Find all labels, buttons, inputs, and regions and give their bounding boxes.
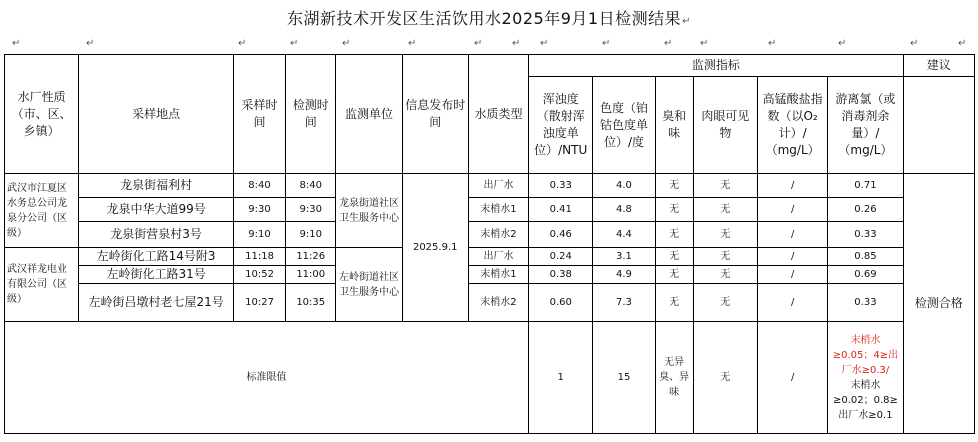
header-publish-time: 信息发布时间 (402, 55, 468, 174)
odor-cell: 无 (655, 266, 693, 284)
header-water-type: 水质类型 (468, 55, 528, 174)
paragraph-mark: ↵ (408, 38, 417, 49)
header-permanganate: 高锰酸盐指数（以O₂计）/（mg/L） (757, 77, 827, 174)
header-visible: 肉眼可见物 (693, 77, 757, 174)
color-cell: 3.1 (593, 248, 655, 266)
sample-time-cell: 11:18 (233, 248, 285, 266)
paragraph-mark: ↵ (512, 38, 521, 49)
chlorine-cell: 0.69 (828, 266, 903, 284)
permanganate-cell: / (757, 222, 827, 248)
permanganate-cell: / (757, 174, 827, 198)
paragraph-marks-row (0, 38, 978, 54)
location-cell: 龙泉中华大道99号 (79, 198, 234, 222)
turbidity-cell: 0.60 (529, 284, 593, 322)
chlorine-cell: 0.85 (828, 248, 903, 266)
paragraph-mark: ↵ (768, 38, 777, 49)
odor-cell: 无 (655, 174, 693, 198)
location-cell: 龙泉街营泉村3号 (79, 222, 234, 248)
limits-label: 标准限值 (5, 322, 529, 434)
limit-permanganate: / (757, 322, 827, 434)
permanganate-cell: / (757, 198, 827, 222)
table-row (5, 222, 975, 248)
header-plant: 水厂性质（市、区、乡镇） (5, 55, 79, 174)
paragraph-mark: ↵ (664, 38, 673, 49)
paragraph-mark: ↵ (838, 38, 847, 49)
paragraph-mark: ↵ (238, 38, 247, 49)
header-advice-group: 建议 (903, 55, 974, 77)
unit-cell: 左岭街道社区卫生服务中心 (336, 248, 402, 322)
paragraph-mark: ↵ (958, 38, 967, 49)
turbidity-cell: 0.41 (529, 198, 593, 222)
header-sample-time: 采样时间 (233, 55, 285, 174)
water-type-cell: 末梢水1 (468, 266, 528, 284)
visible-cell: 无 (693, 222, 757, 248)
chlorine-cell: 0.26 (828, 198, 903, 222)
header-test-time: 检测时间 (286, 55, 336, 174)
table-row (5, 198, 975, 222)
limit-color: 15 (593, 322, 655, 434)
visible-cell: 无 (693, 174, 757, 198)
odor-cell: 无 (655, 222, 693, 248)
turbidity-cell: 0.38 (529, 266, 593, 284)
color-cell: 4.4 (593, 222, 655, 248)
paragraph-mark: ↵ (540, 38, 549, 49)
location-cell: 左岭街化工路14号附3 (79, 248, 234, 266)
paragraph-mark: ↵ (700, 38, 709, 49)
limit-chlorine-black: 末梢水≥0.02；0.8≥出厂水≥0.1 (832, 379, 898, 421)
turbidity-cell: 0.46 (529, 222, 593, 248)
paragraph-mark: ↵ (342, 38, 351, 49)
header-location: 采样地点 (79, 55, 234, 174)
water-type-cell: 出厂水 (468, 248, 528, 266)
paragraph-mark: ↵ (910, 38, 919, 49)
odor-cell: 无 (655, 248, 693, 266)
table-row (5, 266, 975, 284)
permanganate-cell: / (757, 248, 827, 266)
sample-time-cell: 9:30 (233, 198, 285, 222)
permanganate-cell: / (757, 284, 827, 322)
visible-cell: 无 (693, 198, 757, 222)
chlorine-cell: 0.33 (828, 284, 903, 322)
table-row (5, 174, 975, 198)
test-time-cell: 8:40 (286, 174, 336, 198)
limit-turbidity: 1 (529, 322, 593, 434)
paragraph-mark: ↵ (86, 38, 95, 49)
table-row (5, 284, 975, 322)
paragraph-mark: ↵ (290, 38, 299, 49)
limit-visible: 无 (693, 322, 757, 434)
paragraph-mark: ↵ (474, 38, 483, 49)
water-type-cell: 末梢水2 (468, 284, 528, 322)
unit-cell: 龙泉街道社区卫生服务中心 (336, 174, 402, 248)
test-time-cell: 11:00 (286, 266, 336, 284)
location-cell: 龙泉街福利村 (79, 174, 234, 198)
turbidity-cell: 0.24 (529, 248, 593, 266)
limit-odor: 无异臭、异味 (655, 322, 693, 434)
color-cell: 4.9 (593, 266, 655, 284)
odor-cell: 无 (655, 198, 693, 222)
test-time-cell: 9:30 (286, 198, 336, 222)
visible-cell: 无 (693, 284, 757, 322)
sample-time-cell: 10:27 (233, 284, 285, 322)
plant-cell: 武汉市江夏区水务总公司龙泉分公司（区级） (5, 174, 79, 248)
sample-time-cell: 8:40 (233, 174, 285, 198)
color-cell: 7.3 (593, 284, 655, 322)
test-time-cell: 11:26 (286, 248, 336, 266)
turbidity-cell: 0.33 (529, 174, 593, 198)
water-type-cell: 末梢水2 (468, 222, 528, 248)
header-group-row (5, 55, 975, 77)
header-turbidity: 浑浊度（散射浑浊度单位）/NTU (529, 77, 593, 174)
test-time-cell: 10:35 (286, 284, 336, 322)
sample-time-cell: 9:10 (233, 222, 285, 248)
color-cell: 4.8 (593, 198, 655, 222)
publish-date-cell: 2025.9.1 (402, 174, 468, 322)
visible-cell: 无 (693, 248, 757, 266)
limit-chlorine (828, 322, 903, 434)
visible-cell: 无 (693, 266, 757, 284)
paragraph-mark: ↵ (602, 38, 611, 49)
paragraph-mark: ↵ (12, 38, 21, 49)
advice-cell: 检测合格 (903, 174, 974, 434)
water-type-cell: 出厂水 (468, 174, 528, 198)
limits-row (5, 322, 975, 434)
odor-cell: 无 (655, 284, 693, 322)
plant-cell: 武汉祥龙电业有限公司（区级） (5, 248, 79, 322)
chlorine-cell: 0.71 (828, 174, 903, 198)
header-advice-empty (903, 77, 974, 174)
chlorine-cell: 0.33 (828, 222, 903, 248)
header-unit: 监测单位 (336, 55, 402, 174)
header-odor: 臭和味 (655, 77, 693, 174)
header-chlorine: 游离氯（或消毒剂余量）/（mg/L） (828, 77, 903, 174)
table-row (5, 248, 975, 266)
location-cell: 左岭街化工路31号 (79, 266, 234, 284)
location-cell: 左岭街吕墩村老七屋21号 (79, 284, 234, 322)
water-type-cell: 末梢水1 (468, 198, 528, 222)
limit-chlorine-red: 末梢水≥0.05；4≥出厂水≥0.3/ (832, 334, 899, 376)
header-monitor-group: 监测指标 (529, 55, 904, 77)
page-title: 东湖新技术开发区生活饮用水2025年9月1日检测结果↵ (287, 9, 691, 28)
color-cell: 4.0 (593, 174, 655, 198)
sample-time-cell: 10:52 (233, 266, 285, 284)
test-time-cell: 9:10 (286, 222, 336, 248)
permanganate-cell: / (757, 266, 827, 284)
results-table (4, 54, 975, 434)
header-color: 色度（铂钴色度单位）/度 (593, 77, 655, 174)
